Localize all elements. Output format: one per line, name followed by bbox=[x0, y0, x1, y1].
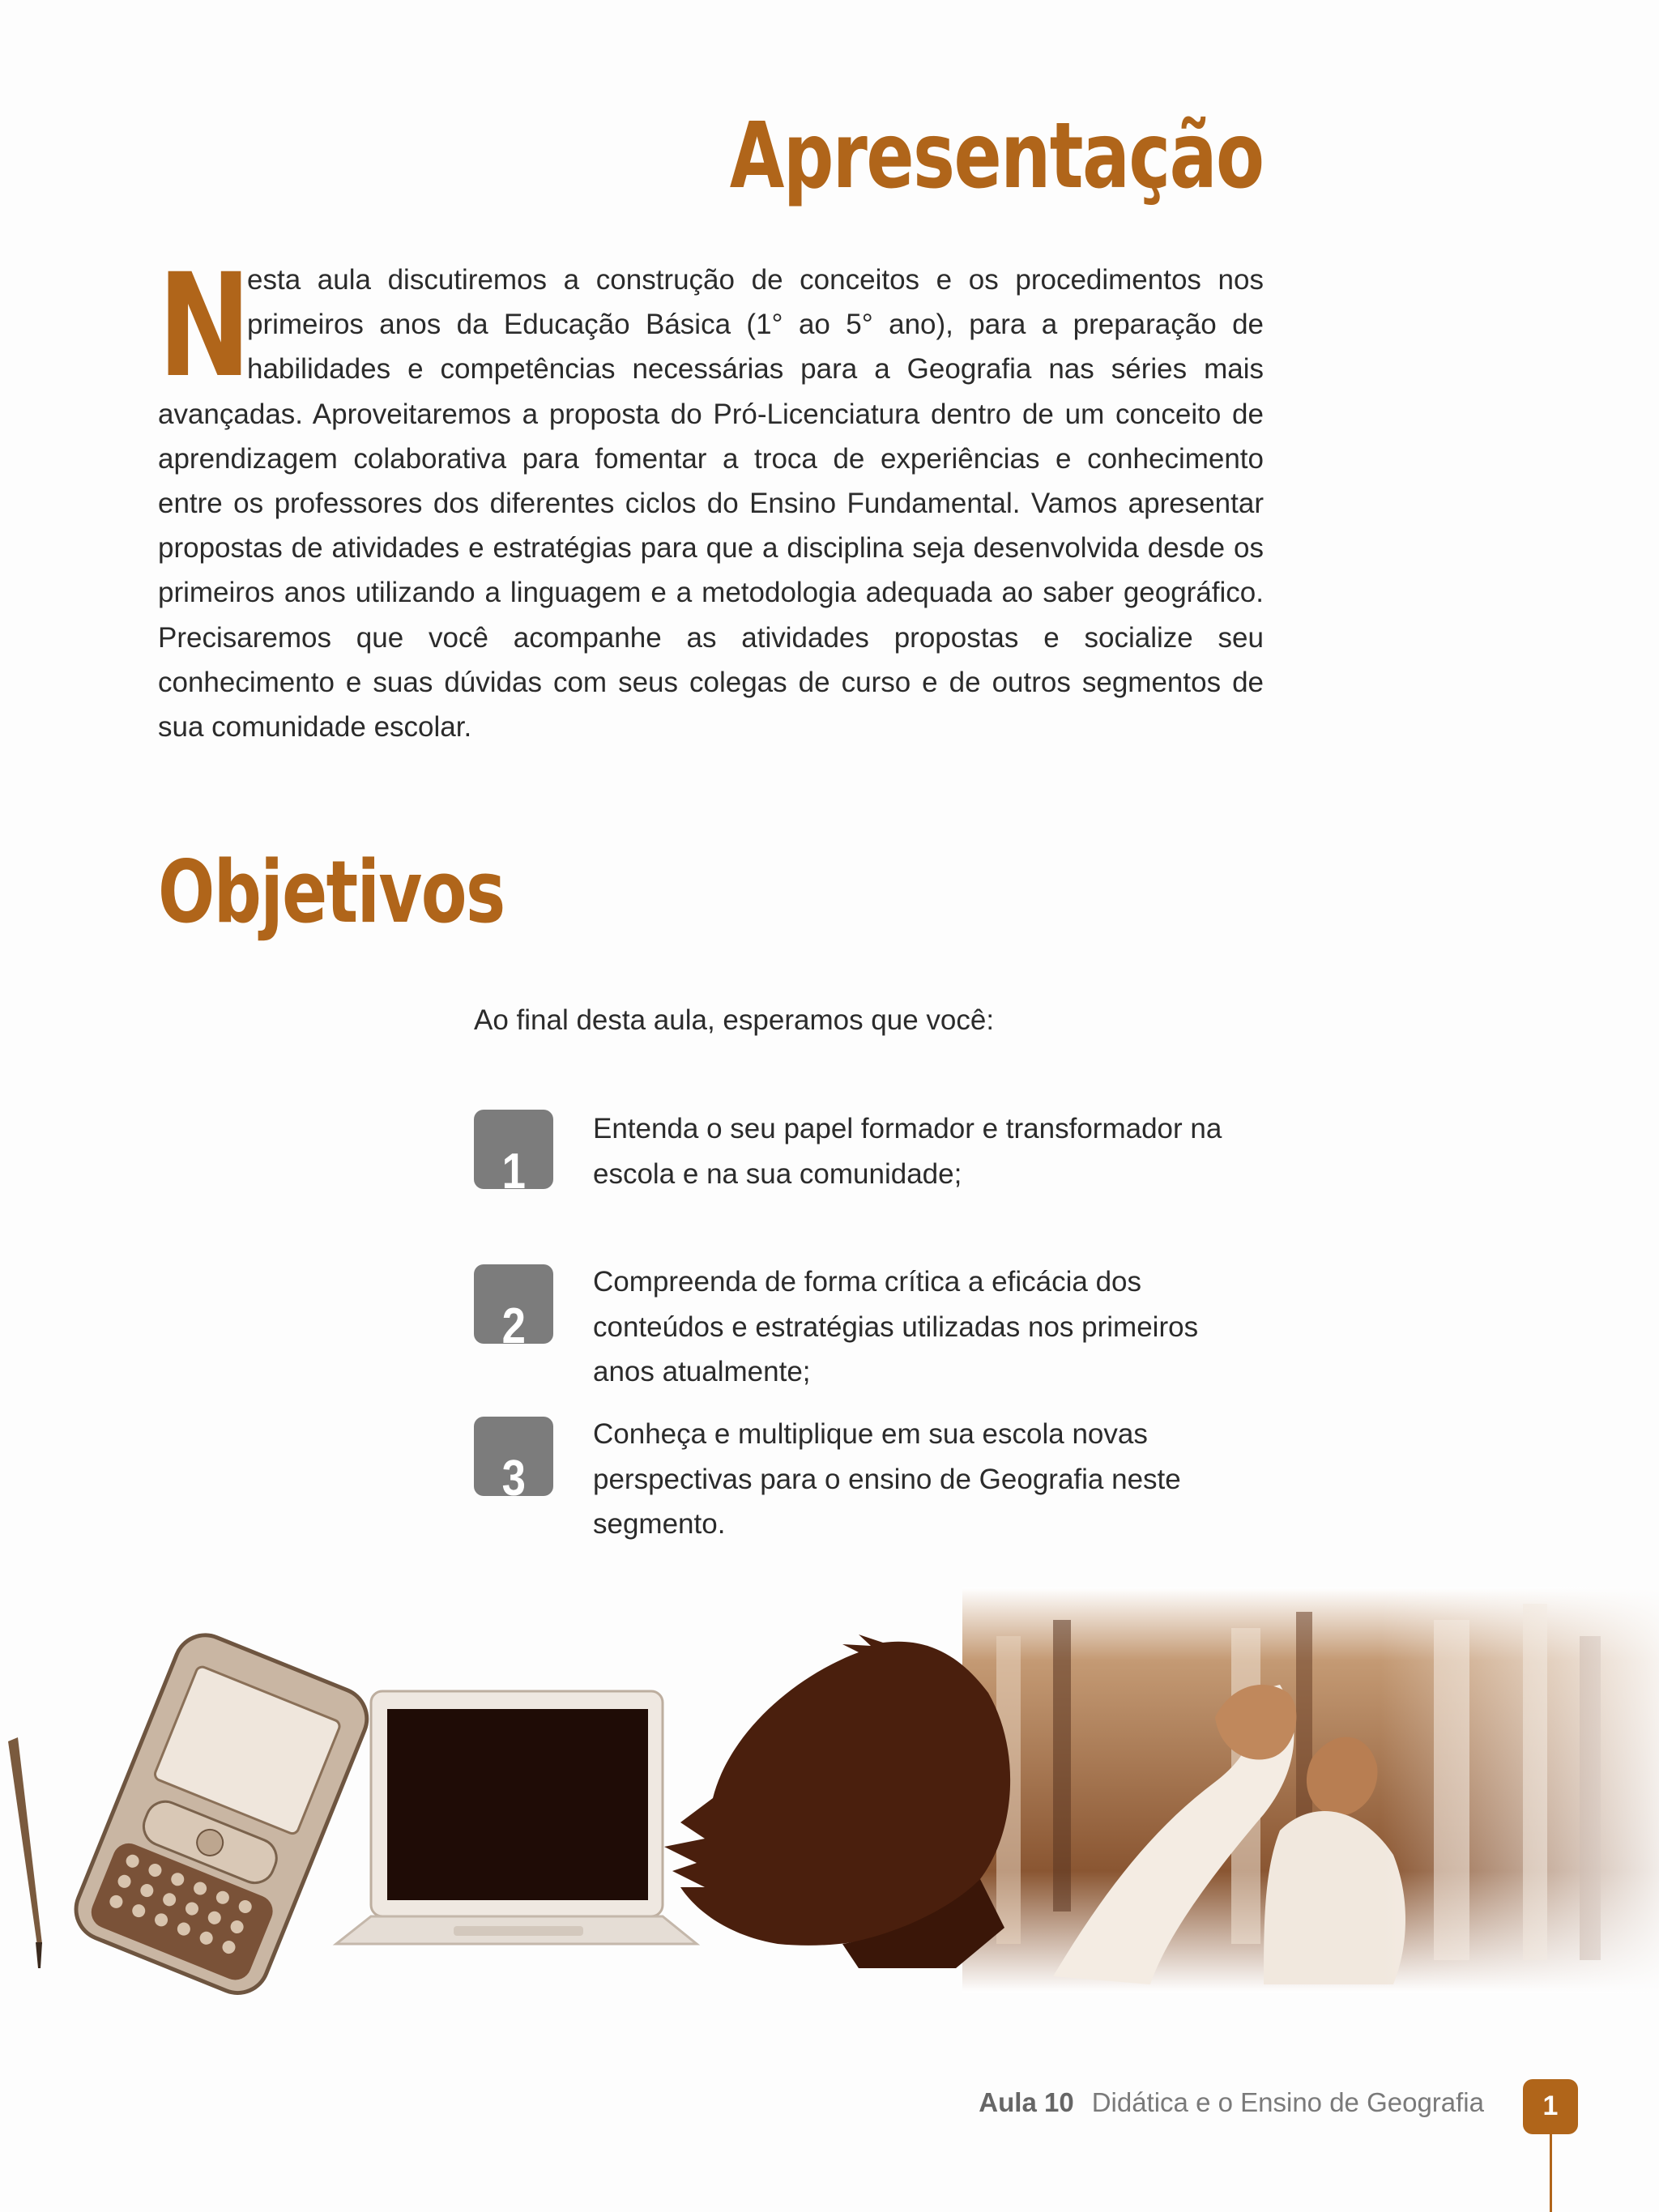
laptop-icon bbox=[336, 1691, 697, 1944]
page-number-line bbox=[1550, 2134, 1552, 2212]
drop-cap: N bbox=[158, 243, 251, 409]
apresentacao-title: Apresentação bbox=[729, 104, 1263, 209]
objective-number-badge-1: 1 bbox=[474, 1110, 553, 1189]
objetivos-lead: Ao final desta aula, esperamos que você: bbox=[474, 1004, 995, 1036]
objective-text-3: Conheça e multiplique em sua escola novas perspectivas para o ensino de Geografia neste segmento. bbox=[593, 1418, 1181, 1540]
footer-lesson: Aula 10 bbox=[979, 2087, 1074, 2117]
intro-text: esta aula discutiremos a construção de conceitos e os procedimentos nos primeiros anos da Educação Básica (1° ao 5° ano), para a preparação de habilidades e competências necessárias para a Geografia nas séries mais avançadas. Aproveitaremos a proposta do Pró-Licenciatura dentro de um conceito de aprendizagem colaborativa para fomentar a troca de experiências e conhecimento entre os professores dos diferentes ciclos do Ensino Fundamental. Vamos apresentar propostas de atividades e estratégias para que a disciplina seja desenvolvida desde os primeiros anos utilizando a linguagem e a metodologia adequada ao saber geográfico. Precisaremos que você acompanhe as atividades propostas e socialize seu conhecimento e suas dúvidas com seus colegas de curso e de outros segmentos de sua comunidade escolar. bbox=[158, 264, 1264, 744]
child-head-image bbox=[664, 1634, 1010, 1968]
objetivos-title: Objetivos bbox=[158, 842, 505, 942]
footer-course-title: Didática e o Ensino de Geografia bbox=[1091, 2087, 1484, 2117]
page-number-badge: 1 bbox=[1523, 2079, 1578, 2134]
objective-number-badge-2: 2 bbox=[474, 1264, 553, 1344]
objective-text-2: Compreenda de forma crítica a eficácia dos conteúdos e estratégias utilizadas nos primeiros anos atualmente; bbox=[593, 1266, 1199, 1387]
objective-number-badge-3: 3 bbox=[474, 1417, 553, 1496]
footer-course-info bbox=[979, 2087, 1484, 2118]
objective-text-1: Entenda o seu papel formador e transformador na escola e na sua comunidade; bbox=[593, 1113, 1222, 1190]
intro-paragraph bbox=[158, 243, 1264, 749]
technology-illustration bbox=[0, 1588, 1659, 2009]
stylus-icon bbox=[8, 1737, 42, 1968]
pda-icon bbox=[67, 1626, 377, 2002]
